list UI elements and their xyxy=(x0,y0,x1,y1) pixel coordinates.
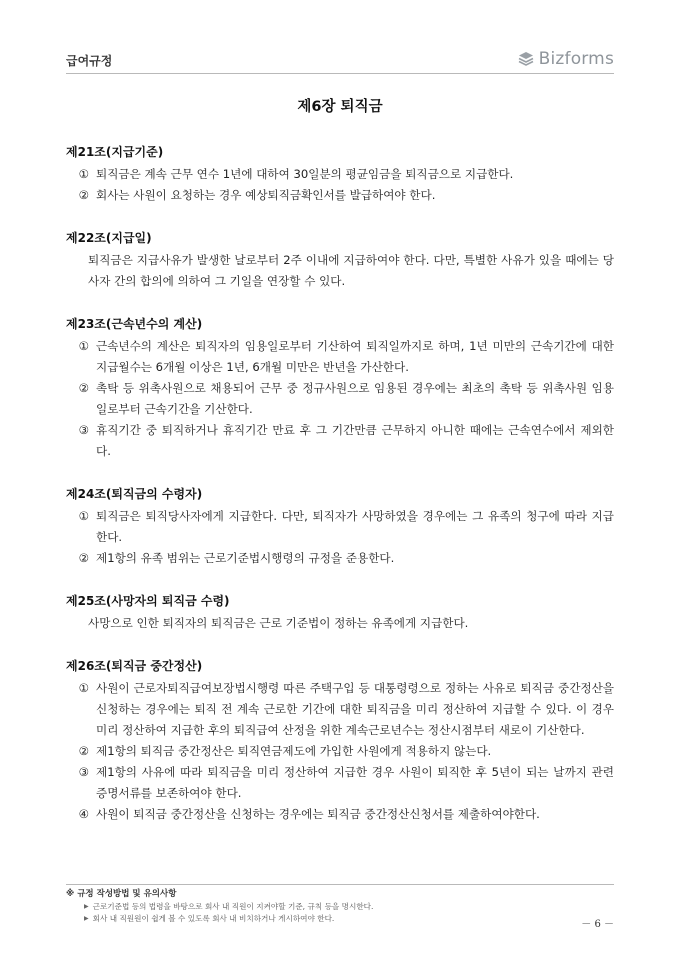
clause-text: 사원이 근로자퇴직급여보장법시행령 따른 주택구입 등 대통령령으로 정하는 사유로 퇴직금 중간정산을 신청하는 경우에는 퇴직 전 계속 근로한 기간에 대한 퇴직금을 미리 정산하여 지급할 수 있다. 이 경우 미리 정산하여 지급한 후의 퇴직급여 산정을 위한 계속근로년수는 정산시점부터 새로이 기산한다. xyxy=(96,681,614,737)
article-title: 제26조(퇴직금 중간정산) xyxy=(66,659,203,673)
article xyxy=(66,142,614,206)
footer-notes xyxy=(66,888,614,925)
article xyxy=(66,228,614,292)
article-clause xyxy=(66,548,614,569)
footer-title: ※ 규정 작성방법 및 유의사항 xyxy=(66,889,177,899)
chapter-title: 제6장 퇴직금 xyxy=(297,99,383,115)
document-title: 급여규정 xyxy=(66,54,113,68)
article-title: 제21조(지급기준) xyxy=(66,145,164,159)
article-title: 제24조(퇴직금의 수령자) xyxy=(66,487,203,501)
article-clause xyxy=(66,678,614,741)
article-paragraph: 퇴직금은 지급사유가 발생한 날로부터 2주 이내에 지급하여야 한다. 다만, 특별한 사유가 있을 때에는 당사자 간의 합의에 의하여 그 기일을 연장할 수 있다. xyxy=(88,253,614,288)
footer-divider xyxy=(66,884,614,885)
article-paragraph: 사망으로 인한 퇴직자의 퇴직금은 근로 기준법이 정하는 유족에게 지급한다. xyxy=(88,616,469,630)
clause-number: ④ xyxy=(78,807,89,821)
page-number: － 6 － xyxy=(581,919,614,930)
article-clause xyxy=(66,185,614,206)
article-clause xyxy=(66,762,614,804)
article-title: 제23조(근속년수의 계산) xyxy=(66,317,203,331)
triangle-bullet-icon: ▶ xyxy=(84,903,89,910)
clause-text: 촉탁 등 위촉사원으로 채용되어 근무 중 정규사원으로 임용된 경우에는 최초의 촉탁 등 위촉사원 임용일로부터 근속기간을 기산한다. xyxy=(96,381,614,416)
clause-number: ② xyxy=(78,744,89,758)
article-clause xyxy=(66,336,614,378)
stacked-layers-icon xyxy=(517,50,535,68)
clause-number: ③ xyxy=(78,423,89,437)
article-clause xyxy=(66,506,614,548)
clause-number: ① xyxy=(78,509,89,523)
article-clause xyxy=(66,804,614,825)
clause-text: 근속년수의 계산은 퇴직자의 임용일로부터 기산하여 퇴직일까지로 하며, 1년 미만의 근속기간에 대한 지급월수는 6개월 이상은 1년, 6개월 미만은 반년을 가산한다. xyxy=(96,339,614,374)
article-clause xyxy=(66,420,614,462)
clause-text: 사원이 퇴직금 중간정산을 신청하는 경우에는 퇴직금 중간정산신청서를 제출하여야한다. xyxy=(96,807,540,821)
triangle-bullet-icon: ▶ xyxy=(84,915,89,922)
clause-text: 제1항의 유족 범위는 근로기준법시행령의 규정을 준용한다. xyxy=(96,551,395,565)
header-divider xyxy=(66,73,614,74)
article xyxy=(66,591,614,634)
clause-text: 제1항의 퇴직금 중간정산은 퇴직연금제도에 가입한 사원에게 적용하지 않는다. xyxy=(96,744,492,758)
clause-number: ③ xyxy=(78,765,89,779)
brand-logo xyxy=(517,48,614,70)
clause-number: ② xyxy=(78,551,89,565)
clause-number: ② xyxy=(78,188,89,202)
page-header xyxy=(66,48,614,72)
article-clause xyxy=(66,164,614,185)
regulation-body xyxy=(66,142,614,847)
article xyxy=(66,314,614,462)
article-clause xyxy=(66,741,614,762)
brand-name: Bizforms xyxy=(538,49,614,69)
clause-number: ② xyxy=(78,381,89,395)
footer-note: ▶ 회사 내 직원원이 쉽게 볼 수 있도록 회사 내 비치하거나 게시하여야 한다. xyxy=(84,914,335,923)
article xyxy=(66,656,614,825)
clause-number: ① xyxy=(78,339,89,353)
article xyxy=(66,484,614,569)
footer-note: ▶ 근로기준법 등의 법령을 바탕으로 회사 내 직원이 지켜야할 기준, 규칙 등을 명시한다. xyxy=(84,902,374,911)
clause-number: ① xyxy=(78,681,89,695)
clause-number: ① xyxy=(78,167,89,181)
article-title: 제22조(지급일) xyxy=(66,231,152,245)
clause-text: 퇴직금은 계속 근무 연수 1년에 대하여 30일분의 평균임금을 퇴직금으로 지급한다. xyxy=(96,167,514,181)
clause-text: 퇴직금은 퇴직당사자에게 지급한다. 다만, 퇴직자가 사망하였을 경우에는 그 유족의 청구에 따라 지급한다. xyxy=(96,509,614,544)
article-clause xyxy=(66,378,614,420)
clause-text: 휴직기간 중 퇴직하거나 휴직기간 만료 후 그 기간만큼 근무하지 아니한 때에는 근속연수에서 제외한다. xyxy=(96,423,614,458)
clause-text: 제1항의 사유에 따라 퇴직금을 미리 정산하여 지급한 경우 사원이 퇴직한 후 5년이 되는 날까지 관련 증명서류를 보존하여야 한다. xyxy=(96,765,614,800)
article-title: 제25조(사망자의 퇴직금 수령) xyxy=(66,594,230,608)
clause-text: 회사는 사원이 요청하는 경우 예상퇴직금확인서를 발급하여야 한다. xyxy=(96,188,436,202)
